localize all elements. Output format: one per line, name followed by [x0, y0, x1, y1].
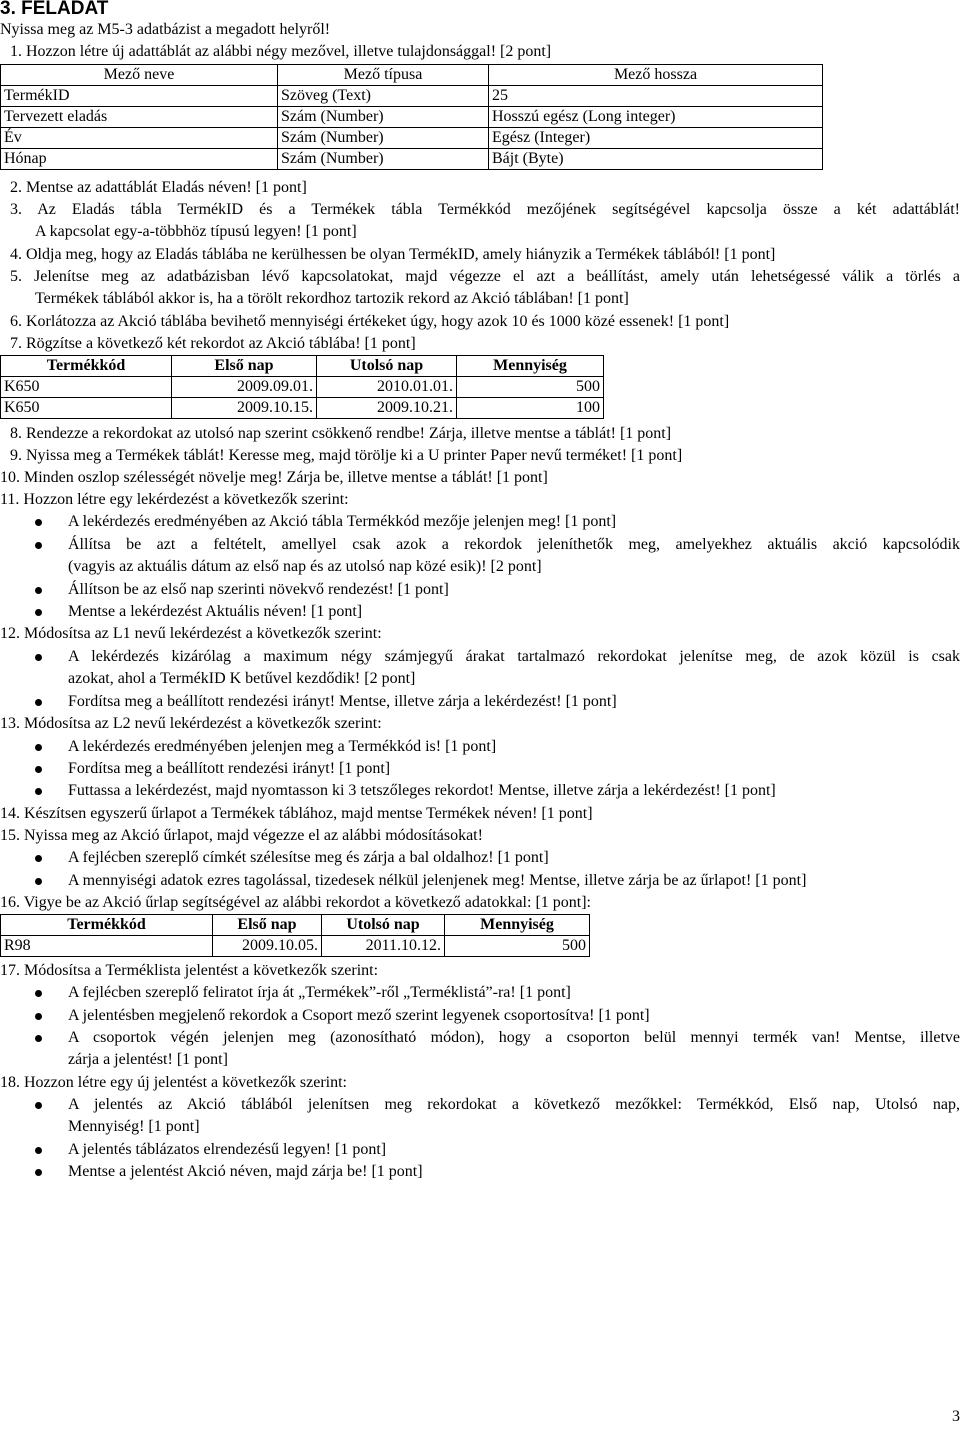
table-cell: 2009.09.01.: [172, 377, 317, 398]
bullet-icon: [35, 788, 42, 795]
table-header-cell: Mező hossza: [489, 65, 823, 86]
list-item-line: zárja a jelentést! [1 pont]: [68, 1051, 228, 1068]
akcio-records-table: [0, 355, 604, 419]
bullet-icon: [35, 1169, 42, 1176]
list-item-text: [68, 646, 960, 690]
table-header-cell: Mennyiség: [457, 356, 604, 377]
table-cell: 2010.01.01.: [317, 377, 457, 398]
table-header-cell: Mező típusa: [278, 65, 489, 86]
task-12: 12. Módosítsa az L1 nevű lekérdezést a következők szerint:: [0, 625, 382, 642]
task-4: 4. Oldja meg, hogy az Eladás táblába ne kerülhessen be olyan TermékID, amely hiányzik a Termékek táblából! [1 pont]: [10, 246, 776, 263]
table-cell: Egész (Integer): [489, 128, 823, 149]
task-3-line-2: A kapcsolat egy-a-többhöz típusú legyen! [1 pont]: [35, 223, 357, 240]
list-item-text: A mennyiségi adatok ezres tagolással, tizedesek nélkül jelenjenek meg! Mentse, illetve zárja be az űrlapot! [1 pont]: [68, 872, 807, 889]
task-16: 16. Vigye be az Akció űrlap segítségével az alábbi rekordot a következő adatokkal: [1 pont]:: [0, 894, 591, 911]
table-row: [1, 107, 823, 128]
table-header-row: [1, 356, 604, 377]
table-cell: 100: [457, 398, 604, 419]
table-row: [1, 128, 823, 149]
table-header-cell: Első nap: [172, 356, 317, 377]
task-10: 10. Minden oszlop szélességét növelje meg! Zárja be, illetve mentse a táblát! [1 pont]: [0, 469, 548, 486]
bullet-icon: [35, 542, 42, 549]
task-2: 2. Mentse az adattáblát Eladás néven! [1 pont]: [10, 179, 307, 196]
list-item-text: A jelentésben megjelenő rekordok a Csoport mező szerint legyenek csoportosítva! [1 pont]: [68, 1007, 650, 1024]
table-row: [1, 936, 590, 957]
table-header-cell: Utolsó nap: [322, 915, 445, 936]
table-cell: Hosszú egész (Long integer): [489, 107, 823, 128]
table-cell: 2011.10.12.: [322, 936, 445, 957]
list-item-text: Állítson be az első nap szerinti növekvő rendezést! [1 pont]: [68, 581, 449, 598]
page-title: 3. FELADAT: [0, 0, 109, 19]
table-cell: R98: [1, 936, 213, 957]
bullet-icon: [35, 744, 42, 751]
task-5-line-2: Termékek táblából akkor is, ha a törölt rekordhoz tartozik rekord az Akció táblában! [1 pont]: [35, 290, 629, 307]
table-cell: Szám (Number): [278, 107, 489, 128]
table-header-cell: Utolsó nap: [317, 356, 457, 377]
task-7: 7. Rögzítse a következő két rekordot az Akció táblába! [1 pont]: [10, 335, 416, 352]
task-15: 15. Nyissa meg az Akció űrlapot, majd végezze el az alábbi módosításokat!: [0, 827, 483, 844]
task-14: 14. Készítsen egyszerű űrlapot a Termékek táblához, majd mentse Termékek néven! [1 pont]: [0, 805, 593, 822]
list-item-text: A lekérdezés eredményében az Akció tábla Termékkód mezője jelenjen meg! [1 pont]: [68, 513, 617, 530]
bullet-icon: [35, 654, 42, 661]
list-item-line: azokat, ahol a TermékID K betűvel kezdődik! [2 pont]: [68, 670, 416, 687]
bullet-icon: [35, 1035, 42, 1042]
task-18: 18. Hozzon létre egy új jelentést a következők szerint:: [0, 1074, 347, 1091]
list-item-text: Mentse a jelentést Akció néven, majd zárja be! [1 pont]: [68, 1163, 423, 1180]
list-item-line: A jelentés az Akció táblából jelenítsen meg rekordokat a következő mezőkkel: Termékkód, Első nap, Utolsó nap,: [68, 1096, 960, 1113]
table-header-row: [1, 65, 823, 86]
task-3: [10, 199, 960, 221]
table-cell: 2009.10.21.: [317, 398, 457, 419]
bullet-icon: [35, 587, 42, 594]
task-5-line-1: 5. Jelenítse meg az adatbázisban lévő kapcsolatokat, majd végezze el azt a beállítást, amely után lehetségessé válik a törlés a: [10, 268, 960, 285]
table-row: [1, 398, 604, 419]
table-cell: Szám (Number): [278, 149, 489, 170]
bullet-icon: [35, 519, 42, 526]
table-cell: K650: [1, 377, 172, 398]
bullet-icon: [35, 766, 42, 773]
list-item-line: Mennyiség! [1 pont]: [68, 1118, 200, 1135]
table-cell: 2009.10.15.: [172, 398, 317, 419]
list-item-line: A lekérdezés kizárólag a maximum négy számjegyű árakat tartalmazó rekordokat jelenítse meg, de azok közül is csak: [68, 648, 960, 665]
task-3-line-1: 3. Az Eladás tábla TermékID és a Termékek tábla Termékkód mezőjének segítségével kapcsolja össze a két adattáblát!: [10, 201, 960, 218]
table-cell: TermékID: [1, 86, 278, 107]
task-1: 1. Hozzon létre új adattáblát az alábbi négy mezővel, illetve tulajdonsággal! [2 pont]: [10, 43, 552, 60]
table-cell: Bájt (Byte): [489, 149, 823, 170]
table-header-row: [1, 915, 590, 936]
list-item-text: Fordítsa meg a beállított rendezési irányt! Mentse, illetve zárja a lekérdezést! [1 pont]: [68, 693, 617, 710]
bullet-icon: [35, 990, 42, 997]
table-cell: Szöveg (Text): [278, 86, 489, 107]
task-17: 17. Módosítsa a Terméklista jelentést a következők szerint:: [0, 962, 379, 979]
table-header-cell: Termékkód: [1, 915, 213, 936]
table-header-cell: Termékkód: [1, 356, 172, 377]
table-row: [1, 149, 823, 170]
table-header-cell: Mennyiség: [445, 915, 590, 936]
table-cell: 500: [445, 936, 590, 957]
list-item-text: A lekérdezés eredményében jelenjen meg a Termékkód is! [1 pont]: [68, 738, 497, 755]
bullet-icon: [35, 1013, 42, 1020]
list-item-text: A jelentés táblázatos elrendezésű legyen! [1 pont]: [68, 1141, 387, 1158]
field-definition-table: [0, 64, 823, 170]
list-item-text: [68, 1027, 960, 1071]
page-number: 3: [952, 1408, 960, 1425]
table-cell: 25: [489, 86, 823, 107]
list-item-text: Futtassa a lekérdezést, majd nyomtasson ki 3 tetszőleges rekordot! Mentse, illetve zárja a lekérdezést! [1 pont]: [68, 782, 776, 799]
list-item-line: Állítsa be azt a feltételt, amellyel csak azok a rekordok jeleníthetők meg, amelyekhez aktuális akció kapcsolódik: [68, 536, 960, 553]
bullet-icon: [35, 1102, 42, 1109]
task-11: 11. Hozzon létre egy lekérdezést a következők szerint:: [0, 491, 349, 508]
akcio-form-record-table: [0, 914, 590, 957]
list-item-text: [68, 1094, 960, 1138]
task-9: 9. Nyissa meg a Termékek táblát! Keresse meg, majd törölje ki a U printer Paper nevű terméket! [1 pont]: [10, 447, 683, 464]
table-row: [1, 377, 604, 398]
task-6: 6. Korlátozza az Akció táblába bevihető mennyiségi értékeket úgy, hogy azok 10 és 1000 közé essenek! [1 pont]: [10, 313, 730, 330]
list-item-text: [68, 534, 960, 578]
table-header-cell: Mező neve: [1, 65, 278, 86]
bullet-icon: [35, 855, 42, 862]
table-cell: Hónap: [1, 149, 278, 170]
bullet-icon: [35, 1147, 42, 1154]
list-item-text: Mentse a lekérdezést Aktuális néven! [1 pont]: [68, 603, 363, 620]
list-item-text: A fejlécben szereplő feliratot írja át „Termékek”-ről „Terméklistá”-ra! [1 pont]: [68, 984, 571, 1001]
table-row: [1, 86, 823, 107]
list-item-line: (vagyis az aktuális dátum az első nap és az utolsó nap közé esik)! [2 pont]: [68, 558, 542, 575]
bullet-icon: [35, 878, 42, 885]
table-cell: Év: [1, 128, 278, 149]
table-cell: K650: [1, 398, 172, 419]
task-5: [10, 266, 960, 288]
bullet-icon: [35, 699, 42, 706]
table-header-cell: Első nap: [213, 915, 322, 936]
list-item-text: Fordítsa meg a beállított rendezési irányt! [1 pont]: [68, 760, 391, 777]
intro-text: Nyissa meg az M5-3 adatbázist a megadott helyről!: [0, 21, 331, 38]
task-13: 13. Módosítsa az L2 nevű lekérdezést a következők szerint:: [0, 715, 382, 732]
bullet-icon: [35, 609, 42, 616]
list-item-text: A fejlécben szereplő címkét szélesítse meg és zárja a bal oldalhoz! [1 pont]: [68, 849, 549, 866]
table-cell: Szám (Number): [278, 128, 489, 149]
table-cell: 500: [457, 377, 604, 398]
table-cell: 2009.10.05.: [213, 936, 322, 957]
task-8: 8. Rendezze a rekordokat az utolsó nap szerint csökkenő rendbe! Zárja, illetve mentse a táblát! [1 pont]: [10, 425, 672, 442]
list-item-line: A csoportok végén jelenjen meg (azonosítható módon), hogy a csoporton belül mennyi termék van! Mentse, illetve: [68, 1029, 960, 1046]
table-cell: Tervezett eladás: [1, 107, 278, 128]
